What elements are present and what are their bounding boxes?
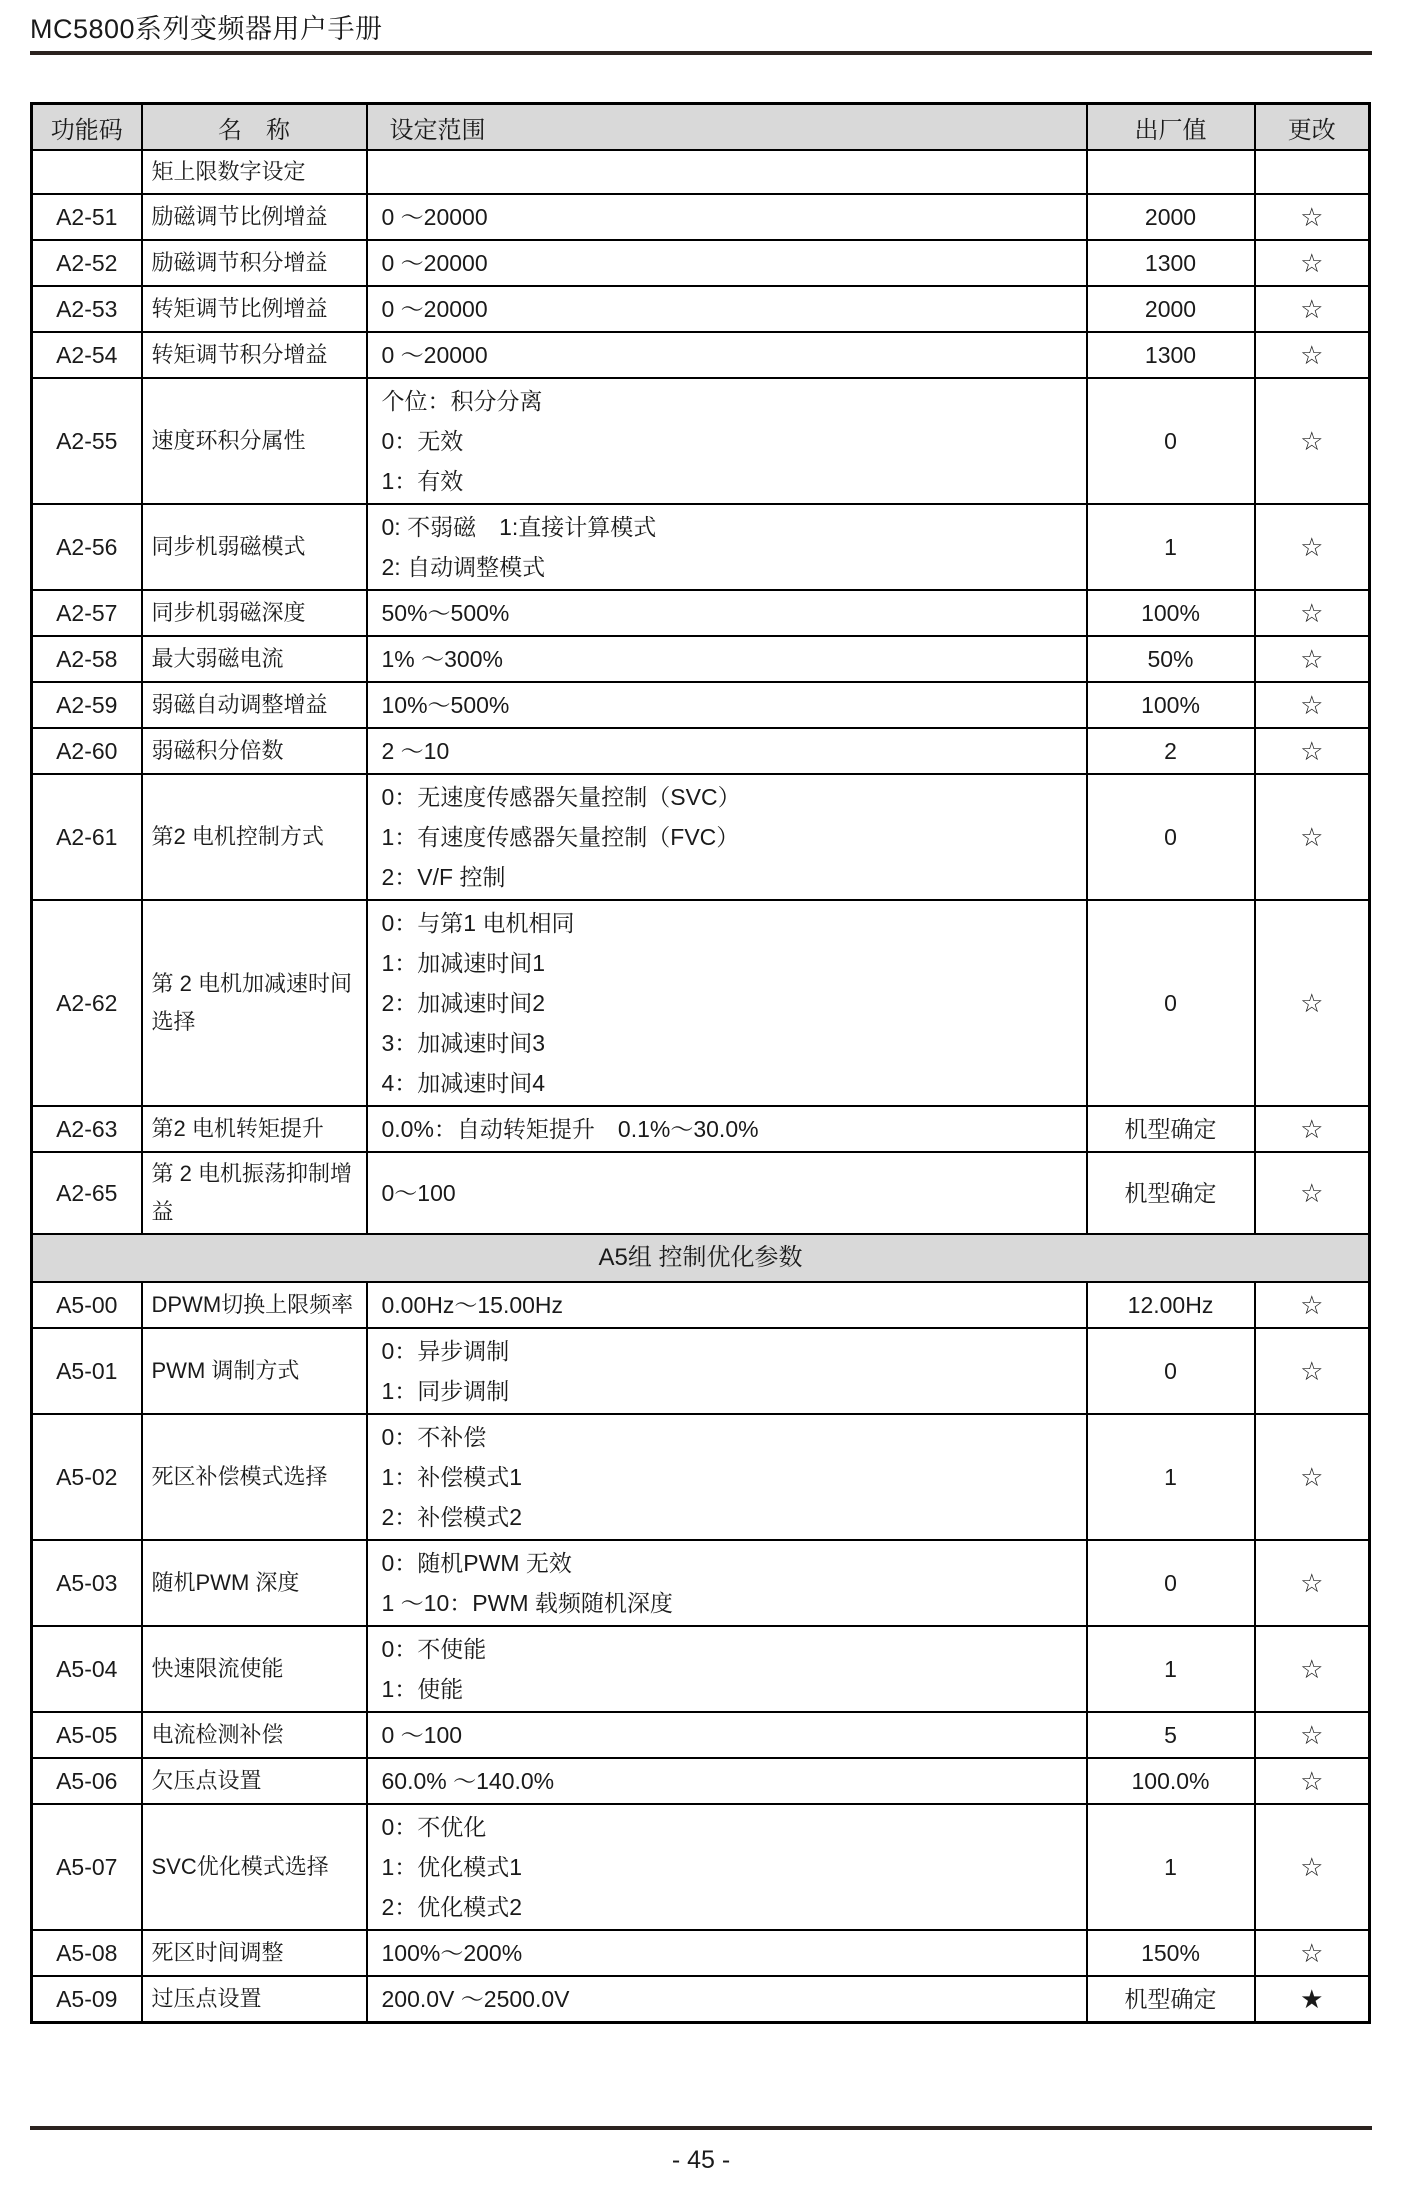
change-flag-cell: ☆ [1255, 1540, 1370, 1626]
range-line: 200.0V ～2500.0V [381, 1986, 570, 2012]
factory-value-cell: 1300 [1087, 240, 1255, 286]
parameter-table [30, 102, 1371, 2024]
param-name-cell: 转矩调节比例增益 [142, 286, 367, 332]
param-code-cell: A2-53 [32, 286, 142, 332]
factory-value-cell: 2000 [1087, 194, 1255, 240]
parameter-row [32, 1758, 1370, 1804]
change-flag-cell: ☆ [1255, 1106, 1370, 1152]
range-line: 1：优化模式1 [381, 1854, 523, 1880]
parameter-row [32, 1414, 1370, 1540]
param-name-cell: 弱磁自动调整增益 [142, 682, 367, 728]
range-line: 10%～500% [381, 692, 510, 718]
range-line: 1：补偿模式1 [381, 1464, 523, 1490]
param-name-cell: 第 2 电机加减速时间选择 [142, 900, 367, 1106]
range-line: 50%～500% [381, 600, 510, 626]
range-line: 0 ～20000 [381, 250, 488, 276]
change-flag-cell: ☆ [1255, 286, 1370, 332]
factory-value-cell: 1300 [1087, 332, 1255, 378]
param-name-cell: DPWM切换上限频率 [142, 1282, 367, 1328]
change-flag-cell: ☆ [1255, 900, 1370, 1106]
range-line: 1：有效 [381, 468, 464, 494]
param-range-cell [367, 1930, 1087, 1976]
param-name-cell: 过压点设置 [142, 1976, 367, 2023]
change-flag-cell: ☆ [1255, 504, 1370, 590]
range-line: 0：无效 [381, 428, 464, 454]
param-code-cell: A5-04 [32, 1626, 142, 1712]
change-flag-cell: ☆ [1255, 728, 1370, 774]
range-line: 1 ～10：PWM 载频随机深度 [381, 1590, 673, 1616]
param-code-cell: A5-02 [32, 1414, 142, 1540]
column-header-setting-range: 设定范围 [367, 104, 1087, 151]
parameter-row [32, 240, 1370, 286]
parameter-row [32, 1152, 1370, 1234]
change-flag-cell: ☆ [1255, 194, 1370, 240]
change-flag-cell: ☆ [1255, 682, 1370, 728]
factory-value-cell: 机型确定 [1087, 1106, 1255, 1152]
range-line: 2 ～10 [381, 738, 450, 764]
param-code-cell [32, 150, 142, 194]
param-code-cell: A2-51 [32, 194, 142, 240]
param-range-cell [367, 1712, 1087, 1758]
range-line: 0：异步调制 [381, 1338, 510, 1364]
change-flag-cell: ☆ [1255, 1712, 1370, 1758]
param-name-cell: 死区补偿模式选择 [142, 1414, 367, 1540]
page-footer [0, 2126, 1402, 2175]
param-code-cell: A2-56 [32, 504, 142, 590]
range-line: 0：随机PWM 无效 [381, 1550, 572, 1576]
factory-value-cell: 150% [1087, 1930, 1255, 1976]
factory-value-cell: 1 [1087, 1414, 1255, 1540]
range-line: 0：与第1 电机相同 [381, 910, 575, 936]
param-code-cell: A2-62 [32, 900, 142, 1106]
change-flag-cell: ☆ [1255, 240, 1370, 286]
range-line: 个位：积分分离 [381, 388, 543, 414]
range-line: 2：优化模式2 [381, 1894, 523, 1920]
factory-value-cell: 2000 [1087, 286, 1255, 332]
param-name-cell: 矩上限数字设定 [142, 150, 367, 194]
param-code-cell: A2-60 [32, 728, 142, 774]
range-line: 2：补偿模式2 [381, 1504, 523, 1530]
param-code-cell: A5-08 [32, 1930, 142, 1976]
parameter-row [32, 1282, 1370, 1328]
param-code-cell: A2-52 [32, 240, 142, 286]
param-code-cell: A5-01 [32, 1328, 142, 1414]
range-line: 1：同步调制 [381, 1378, 510, 1404]
param-range-cell [367, 1282, 1087, 1328]
param-name-cell: PWM 调制方式 [142, 1328, 367, 1414]
change-flag-cell: ☆ [1255, 1758, 1370, 1804]
param-name-cell: 励磁调节比例增益 [142, 194, 367, 240]
range-line: 2: 自动调整模式 [381, 554, 546, 580]
param-code-cell: A5-06 [32, 1758, 142, 1804]
range-line: 60.0% ～140.0% [381, 1768, 555, 1794]
column-header-factory-value: 出厂值 [1087, 104, 1255, 151]
param-code-cell: A2-58 [32, 636, 142, 682]
param-code-cell: A2-59 [32, 682, 142, 728]
param-code-cell: A2-54 [32, 332, 142, 378]
range-line: 0 ～20000 [381, 342, 488, 368]
param-name-cell: 转矩调节积分增益 [142, 332, 367, 378]
range-line: 0 ～20000 [381, 204, 488, 230]
param-range-cell [367, 1106, 1087, 1152]
section-header-label: A5组 控制优化参数 [32, 1234, 1370, 1282]
param-range-cell [367, 1414, 1087, 1540]
range-line: 0～100 [381, 1180, 456, 1206]
param-range-cell [367, 636, 1087, 682]
parameter-row [32, 504, 1370, 590]
factory-value-cell: 1 [1087, 504, 1255, 590]
change-flag-cell: ☆ [1255, 332, 1370, 378]
parameter-row [32, 590, 1370, 636]
range-line: 3：加减速时间3 [381, 1030, 546, 1056]
change-flag-cell: ☆ [1255, 1152, 1370, 1234]
change-flag-cell: ☆ [1255, 1282, 1370, 1328]
page-number: - 45 - [671, 2146, 731, 2174]
range-line: 0：不使能 [381, 1636, 487, 1662]
param-code-cell: A2-63 [32, 1106, 142, 1152]
column-header-name: 名 称 [142, 104, 367, 151]
range-line: 1% ～300% [381, 646, 503, 672]
change-flag-cell: ☆ [1255, 1930, 1370, 1976]
parameter-row [32, 900, 1370, 1106]
param-code-cell: A2-55 [32, 378, 142, 504]
range-line: 0 ～20000 [381, 296, 488, 322]
param-name-cell: 随机PWM 深度 [142, 1540, 367, 1626]
factory-value-cell: 50% [1087, 636, 1255, 682]
footer-divider [30, 2126, 1372, 2130]
param-range-cell [367, 240, 1087, 286]
column-header-function-code: 功能码 [32, 104, 142, 151]
param-range-cell [367, 590, 1087, 636]
parameter-row [32, 150, 1370, 194]
param-range-cell [367, 900, 1087, 1106]
parameter-row [32, 194, 1370, 240]
param-code-cell: A5-07 [32, 1804, 142, 1930]
range-line: 1：使能 [381, 1676, 464, 1702]
range-line: 100%～200% [381, 1940, 523, 1966]
param-name-cell: 死区时间调整 [142, 1930, 367, 1976]
factory-value-cell: 5 [1087, 1712, 1255, 1758]
factory-value-cell [1087, 150, 1255, 194]
range-line: 0.00Hz～15.00Hz [381, 1292, 564, 1318]
range-line: 0 ～100 [381, 1722, 463, 1748]
param-range-cell [367, 1804, 1087, 1930]
range-line: 0.0%：自动转矩提升 0.1%～30.0% [381, 1116, 759, 1142]
parameter-row [32, 1712, 1370, 1758]
param-code-cell: A5-00 [32, 1282, 142, 1328]
change-flag-cell: ☆ [1255, 774, 1370, 900]
parameter-row [32, 1930, 1370, 1976]
factory-value-cell: 100% [1087, 590, 1255, 636]
param-code-cell: A2-61 [32, 774, 142, 900]
param-name-cell: 欠压点设置 [142, 1758, 367, 1804]
factory-value-cell: 机型确定 [1087, 1976, 1255, 2023]
range-line: 1：有速度传感器矢量控制（FVC） [381, 824, 740, 850]
change-flag-cell: ☆ [1255, 378, 1370, 504]
factory-value-cell: 机型确定 [1087, 1152, 1255, 1234]
param-name-cell: 第2 电机控制方式 [142, 774, 367, 900]
param-name-cell: 同步机弱磁深度 [142, 590, 367, 636]
param-range-cell [367, 1152, 1087, 1234]
change-flag-cell: ☆ [1255, 590, 1370, 636]
param-range-cell [367, 286, 1087, 332]
range-line: 0：无速度传感器矢量控制（SVC） [381, 784, 741, 810]
range-line: 0: 不弱磁 1:直接计算模式 [381, 514, 657, 540]
param-code-cell: A5-05 [32, 1712, 142, 1758]
change-flag-cell: ☆ [1255, 1414, 1370, 1540]
parameter-row [32, 1804, 1370, 1930]
parameter-row [32, 1976, 1370, 2023]
change-flag-cell: ☆ [1255, 1804, 1370, 1930]
factory-value-cell: 2 [1087, 728, 1255, 774]
param-code-cell: A5-09 [32, 1976, 142, 2023]
param-name-cell: 快速限流使能 [142, 1626, 367, 1712]
factory-value-cell: 12.00Hz [1087, 1282, 1255, 1328]
change-flag-cell: ★ [1255, 1976, 1370, 2023]
range-line: 0：不优化 [381, 1814, 487, 1840]
param-name-cell: 第2 电机转矩提升 [142, 1106, 367, 1152]
factory-value-cell: 1 [1087, 1626, 1255, 1712]
section-header-row [32, 1234, 1370, 1282]
factory-value-cell: 0 [1087, 378, 1255, 504]
factory-value-cell: 100.0% [1087, 1758, 1255, 1804]
change-flag-cell: ☆ [1255, 1328, 1370, 1414]
range-line: 4：加减速时间4 [381, 1070, 546, 1096]
parameter-row [32, 636, 1370, 682]
factory-value-cell: 0 [1087, 1328, 1255, 1414]
param-name-cell: 电流检测补偿 [142, 1712, 367, 1758]
range-line: 2：V/F 控制 [381, 864, 506, 890]
range-line: 0：不补偿 [381, 1424, 487, 1450]
range-line: 1：加减速时间1 [381, 950, 546, 976]
parameter-row [32, 682, 1370, 728]
param-range-cell [367, 332, 1087, 378]
param-name-cell: 第 2 电机振荡抑制增益 [142, 1152, 367, 1234]
param-range-cell [367, 1328, 1087, 1414]
parameter-row [32, 286, 1370, 332]
param-range-cell [367, 682, 1087, 728]
param-name-cell: 同步机弱磁模式 [142, 504, 367, 590]
factory-value-cell: 0 [1087, 1540, 1255, 1626]
param-range-cell [367, 1976, 1087, 2023]
parameter-row [32, 332, 1370, 378]
param-range-cell [367, 1626, 1087, 1712]
table-header-row [32, 104, 1370, 151]
column-header-change: 更改 [1255, 104, 1370, 151]
param-code-cell: A2-57 [32, 590, 142, 636]
parameter-row [32, 1328, 1370, 1414]
param-range-cell [367, 378, 1087, 504]
parameter-row [32, 1626, 1370, 1712]
param-range-cell [367, 774, 1087, 900]
range-line: 2：加减速时间2 [381, 990, 546, 1016]
param-range-cell [367, 504, 1087, 590]
param-code-cell: A2-65 [32, 1152, 142, 1234]
param-range-cell [367, 150, 1087, 194]
param-range-cell [367, 1758, 1087, 1804]
change-flag-cell: ☆ [1255, 636, 1370, 682]
table-header [32, 104, 1370, 151]
param-code-cell: A5-03 [32, 1540, 142, 1626]
param-name-cell: SVC优化模式选择 [142, 1804, 367, 1930]
title-divider [30, 51, 1372, 55]
change-flag-cell: ☆ [1255, 1626, 1370, 1712]
param-name-cell: 弱磁积分倍数 [142, 728, 367, 774]
param-name-cell: 速度环积分属性 [142, 378, 367, 504]
factory-value-cell: 0 [1087, 774, 1255, 900]
change-flag-cell [1255, 150, 1370, 194]
table-body [32, 150, 1370, 2023]
page-title: MC5800系列变频器用户手册 [30, 14, 383, 44]
parameter-row [32, 378, 1370, 504]
parameter-row [32, 728, 1370, 774]
param-name-cell: 励磁调节积分增益 [142, 240, 367, 286]
param-name-cell: 最大弱磁电流 [142, 636, 367, 682]
parameter-row [32, 1540, 1370, 1626]
param-range-cell [367, 194, 1087, 240]
param-range-cell [367, 728, 1087, 774]
param-range-cell [367, 1540, 1087, 1626]
factory-value-cell: 1 [1087, 1804, 1255, 1930]
parameter-row [32, 1106, 1370, 1152]
parameter-row [32, 774, 1370, 900]
factory-value-cell: 0 [1087, 900, 1255, 1106]
factory-value-cell: 100% [1087, 682, 1255, 728]
